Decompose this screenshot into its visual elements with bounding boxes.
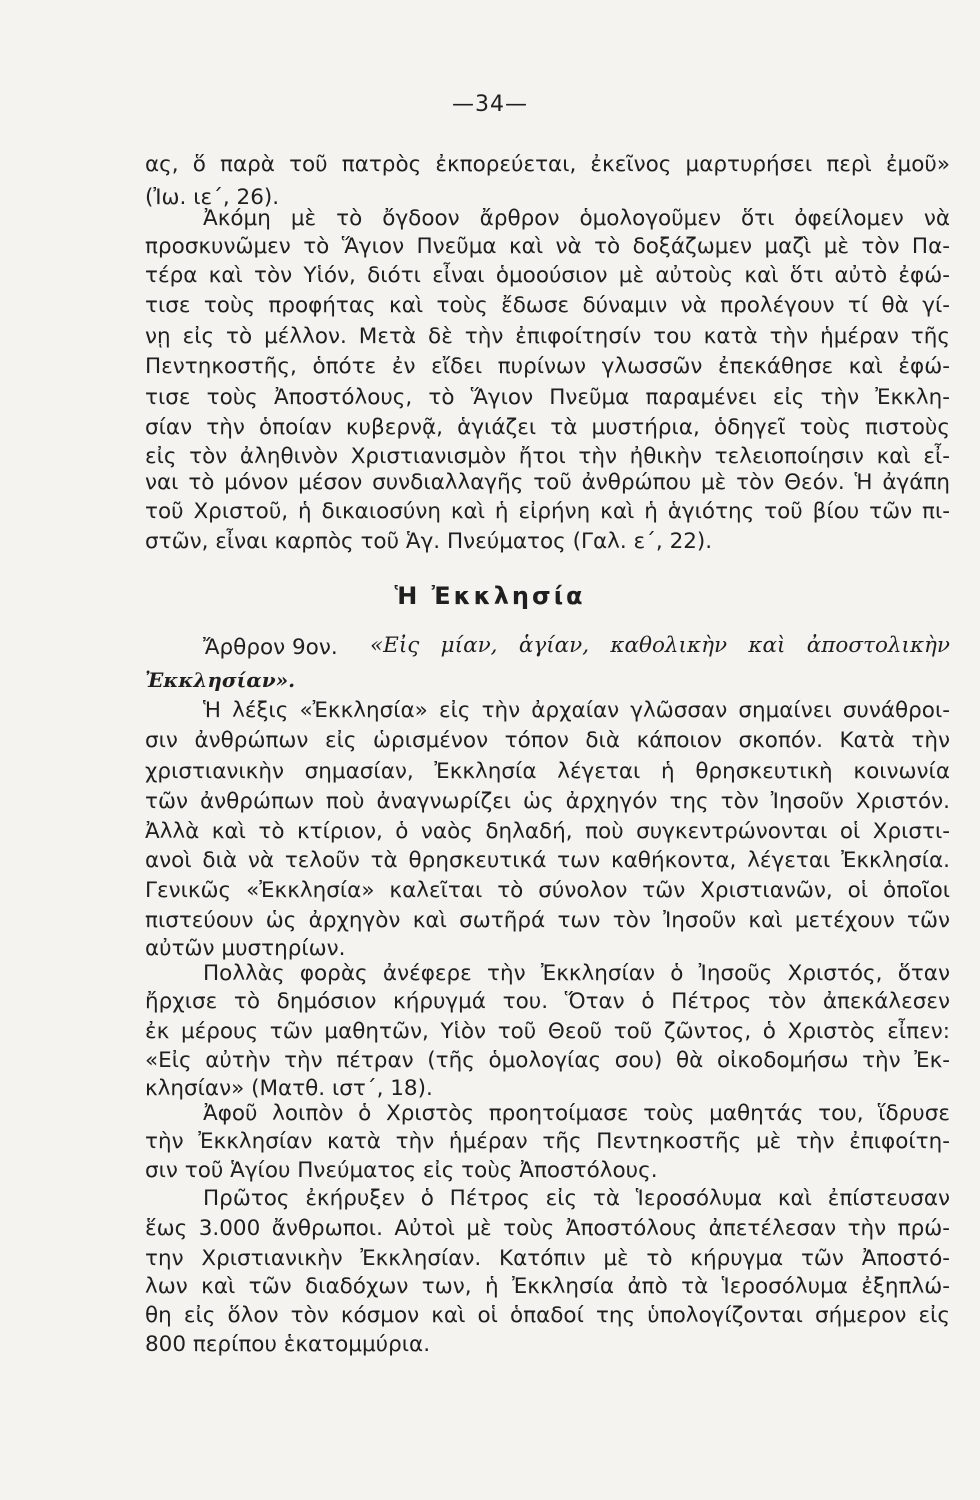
text-line: τισε τοὺς προφήτας καὶ τοὺς ἔδωσε δύναμιν νὰ προλέγουν τί θὰ γί- bbox=[145, 293, 950, 318]
text-line: Ἀλλὰ καὶ τὸ κτίριον, ὁ ναὸς δηλαδή, ποὺ συγκεντρώνονται οἱ Χριστι- bbox=[145, 819, 950, 844]
text-line: Γενικῶς «Ἐκκλησία» καλεῖται τὸ σύνολον τῶν Χριστιανῶν, οἱ ὁποῖοι bbox=[145, 878, 950, 903]
text-line: κλησίαν» (Ματθ. ιστ΄, 18). bbox=[145, 1076, 433, 1101]
text-line: προσκυνῶμεν τὸ Ἅγιον Πνεῦμα καὶ νὰ τὸ δοξάζωμεν μαζὶ μὲ τὸν Πα- bbox=[145, 234, 950, 259]
article-text-continuation: Ἐκκλησίαν». bbox=[145, 668, 296, 692]
text-line: τισε τοὺς Ἀποστόλους, τὸ Ἅγιον Πνεῦμα παραμένει εἰς τὴν Ἐκκλη- bbox=[145, 385, 950, 410]
text-line: σιν τοῦ Ἁγίου Πνεύματος εἰς τοὺς Ἀποστόλους. bbox=[145, 1158, 658, 1183]
text-line: ἤρχισε τὸ δημόσιον κήρυγμά του. Ὅταν ὁ Πέτρος τὸν ἀπεκάλεσεν bbox=[145, 989, 950, 1014]
text-line: 800 περίπου ἑκατομμύρια. bbox=[145, 1332, 431, 1357]
text-line: Πρῶτος ἐκήρυξεν ὁ Πέτρος εἰς τὰ Ἱεροσόλυμα καὶ ἐπίστευσαν bbox=[203, 1186, 950, 1211]
text-line: τέρα καὶ τὸν Υἱόν, διότι εἶναι ὁμοούσιον μὲ αὐτοὺς καὶ ὅτι αὐτὸ ἐφώ- bbox=[145, 263, 950, 288]
text-line: Ἀκόμη μὲ τὸ ὄγδοον ἄρθρον ὁμολογοῦμεν ὅτι ὀφείλομεν νὰ bbox=[203, 206, 950, 231]
text-line: τοῦ Χριστοῦ, ἡ δικαιοσύνη καὶ ἡ εἰρήνη καὶ ἡ ἁγιότης τοῦ βίου τῶν πι- bbox=[145, 499, 950, 524]
text-line: (Ἰω. ιε΄, 26). bbox=[145, 185, 280, 210]
article-label: Ἄρθρον 9ον. bbox=[203, 635, 338, 660]
text-line: ναι τὸ μόνον μέσον συνδιαλλαγῆς τοῦ ἀνθρώπου μὲ τὸν Θεόν. Ἡ ἀγάπη bbox=[145, 470, 950, 495]
article-text: «Εἰς μίαν, ἁγίαν, καθολικὴν καὶ ἀποστολικὴν bbox=[370, 633, 950, 658]
text-line: τὴν Ἐκκλησίαν κατὰ τὴν ἡμέραν τῆς Πεντηκοστῆς μὲ τὴν ἐπιφοίτη- bbox=[145, 1129, 950, 1154]
section-heading: Ἡ Ἐκκλησία bbox=[394, 582, 586, 610]
text-line: αὐτῶν μυστηρίων. bbox=[145, 936, 346, 961]
text-line: τῶν ἀνθρώπων ποὺ ἀναγνωρίζει ὡς ἀρχηγόν της τὸν Ἰησοῦν Χριστόν. bbox=[145, 789, 950, 814]
text-line: θη εἰς ὅλον τὸν κόσμον καὶ οἱ ὁπαδοί της ὑπολογίζονται σήμερον εἰς bbox=[145, 1303, 950, 1328]
text-line: λων καὶ τῶν διαδόχων των, ἡ Ἐκκλησία ἀπὸ τὰ Ἱεροσόλυμα ἐξηπλώ- bbox=[145, 1274, 950, 1299]
text-line: Ἀφοῦ λοιπὸν ὁ Χριστὸς προητοίμασε τοὺς μαθητάς του, ἵδρυσε bbox=[203, 1101, 950, 1126]
text-line: σίαν τὴν ὁποίαν κυβερνᾷ, ἁγιάζει τὰ μυστήρια, ὁδηγεῖ τοὺς πιστοὺς bbox=[145, 415, 950, 440]
text-line: στῶν, εἶναι καρπὸς τοῦ Ἁγ. Πνεύματος (Γαλ. ε΄, 22). bbox=[145, 529, 713, 554]
text-line: Πεντηκοστῆς, ὁπότε ἐν εἴδει πυρίνων γλωσσῶν ἐπεκάθησε καὶ ἐφώ- bbox=[145, 354, 950, 379]
text-line: Ἡ λέξις «Ἐκκλησία» εἰς τὴν ἀρχαίαν γλῶσσαν σημαίνει συνάθροι- bbox=[203, 698, 950, 723]
text-line: πιστεύουν ὡς ἀρχηγὸν καὶ σωτῆρά των τὸν Ἰησοῦν καὶ μετέχουν τῶν bbox=[145, 908, 950, 933]
text-line: ανοὶ διὰ νὰ τελοῦν τὰ θρησκευτικά των καθήκοντα, λέγεται Ἐκκλησία. bbox=[145, 848, 950, 873]
text-line: Πολλὰς φορὰς ἀνέφερε τὴν Ἐκκλησίαν ὁ Ἰησοῦς Χριστός, ὅταν bbox=[203, 961, 950, 986]
text-line: ας, ὅ παρὰ τοῦ πατρὸς ἐκπορεύεται, ἐκεῖνος μαρτυρήσει περὶ ἐμοῦ» bbox=[145, 152, 950, 177]
page-number: —34— bbox=[452, 92, 528, 117]
text-line: ἕως 3.000 ἄνθρωποι. Αὐτοὶ μὲ τοὺς Ἀποστόλους ἀπετέλεσαν τὴν πρώ- bbox=[145, 1216, 950, 1241]
text-line: χριστιανικὴν σημασίαν, Ἐκκλησία λέγεται ἡ θρησκευτικὴ κοινωνία bbox=[145, 759, 950, 784]
text-line: «Εἰς αὐτὴν τὴν πέτραν (τῆς ὁμολογίας σου) θὰ οἰκοδομήσω τὴν Ἐκ- bbox=[145, 1048, 950, 1073]
text-line: ἐκ μέρους τῶν μαθητῶν, Υἱὸν τοῦ Θεοῦ τοῦ ζῶντος, ὁ Χριστὸς εἶπεν: bbox=[145, 1019, 950, 1044]
text-line: σιν ἀνθρώπων εἰς ὡρισμένον τόπον διὰ κάποιον σκοπόν. Κατὰ τὴν bbox=[145, 728, 950, 753]
text-line: νῃ εἰς τὸ μέλλον. Μετὰ δὲ τὴν ἐπιφοίτησίν του κατὰ τὴν ἡμέραν τῆς bbox=[145, 324, 950, 349]
text-line: την Χριστιανικὴν Ἐκκλησίαν. Κατόπιν μὲ τὸ κήρυγμα τῶν Ἀποστό- bbox=[145, 1246, 950, 1271]
text-line: εἰς τὸν ἀληθινὸν Χριστιανισμὸν ἤτοι τὴν ἠθικὴν τελειοποίησιν καὶ εἶ- bbox=[145, 444, 950, 469]
